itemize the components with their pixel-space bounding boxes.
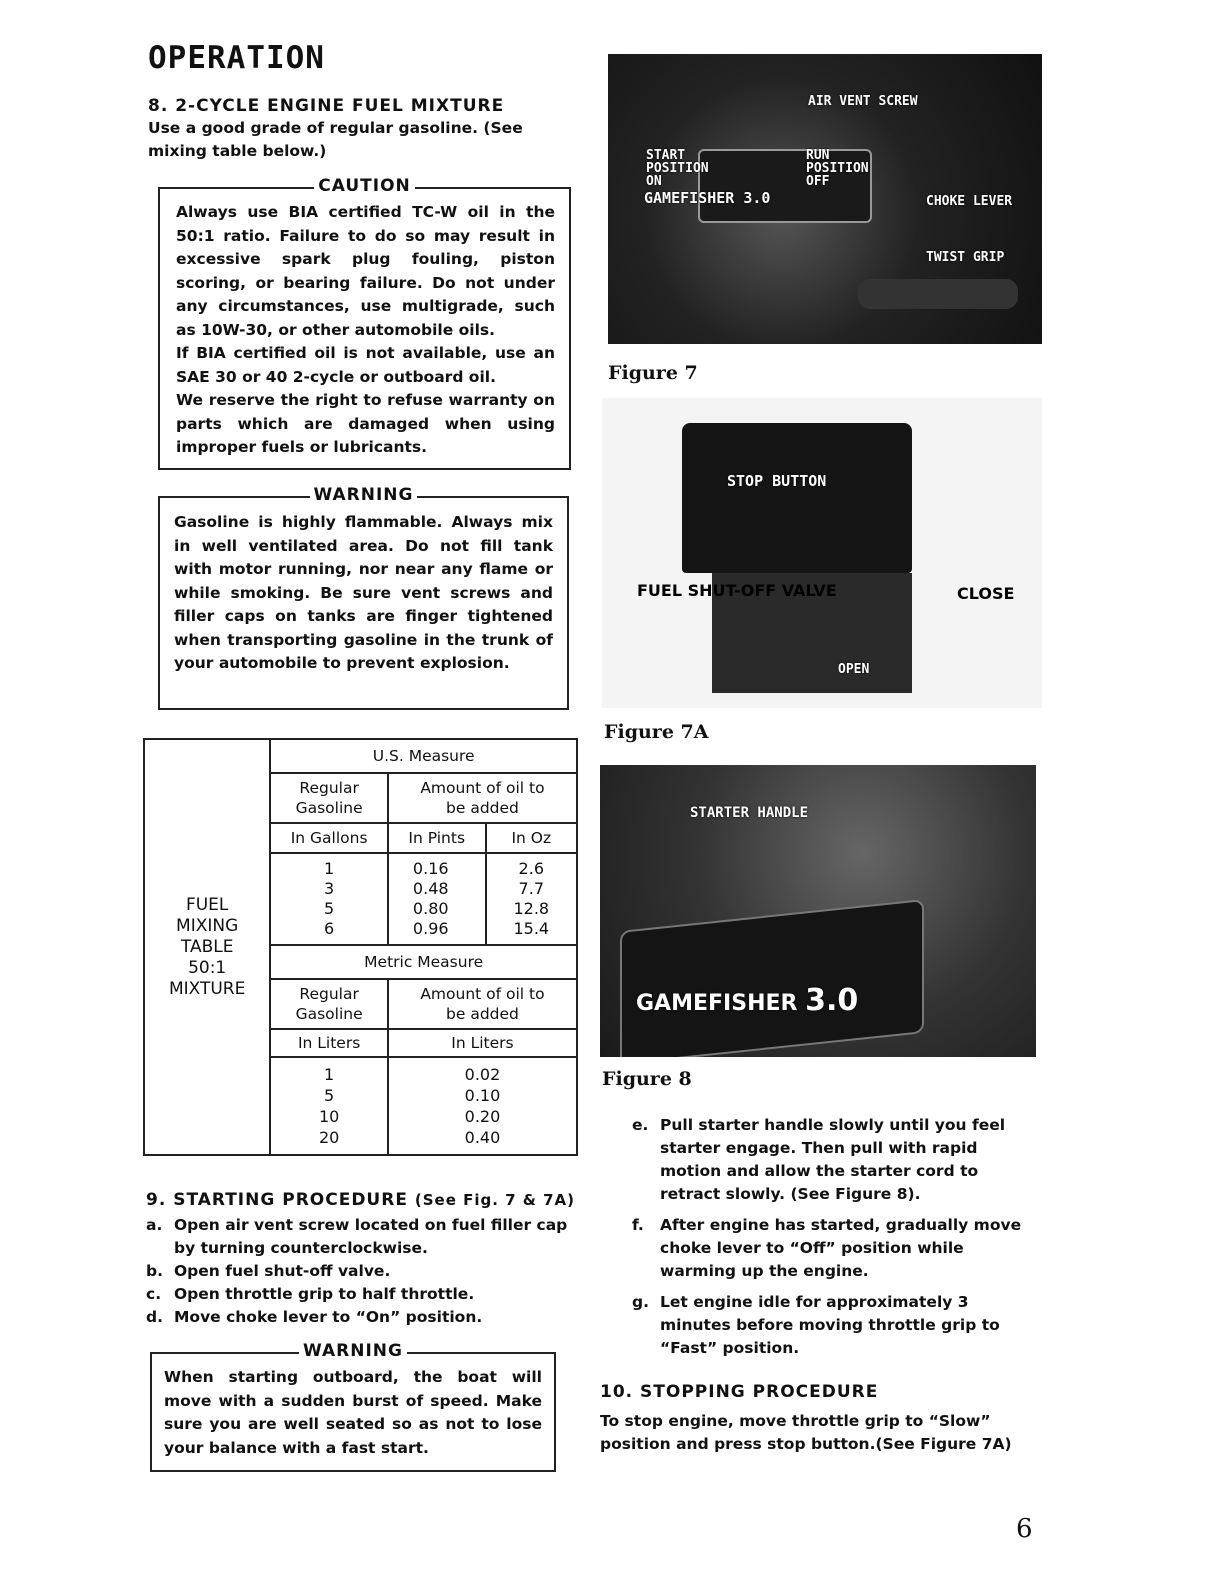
us-col-gasoline: Regular Gasoline [270,773,388,823]
starting-steps [146,1214,586,1329]
caution-text-3: We reserve the right to refuse warranty on parts which are damaged when using improper fuels or lubricants. [176,391,555,456]
page-number: 6 [1016,1514,1033,1544]
warning-text: Gasoline is highly flammable. Always mix in well ventilated area. Do not fill tank with motor running, nor near any flame or while smoking. Be sure vent screws and filler caps on tanks are finger tightened when transporting gasoline in the trunk of your automobile to prevent explosion. [174,513,553,672]
figure-7a-caption: Figure 7A [604,721,709,743]
step-d: d. Move choke lever to “On” position. [146,1308,483,1326]
starting-warning-text: When starting outboard, the boat will move with a sudden burst of speed. Make sure you are well seated so as not to lose your balance with a fast start. [164,1368,542,1457]
us-unit-gallons: In Gallons [270,823,388,853]
starting-steps-continued [632,1114,1032,1360]
label-brand-fig8: GAMEFISHER 3.0 [636,983,859,1018]
caution-text-2: If BIA certified oil is not available, use an SAE 30 or 40 2-cycle or outboard oil. [176,344,555,386]
section-10-heading: 10. STOPPING PROCEDURE [600,1382,879,1402]
warning-title: WARNING [310,485,418,505]
metric-col-gasoline: Regular Gasoline [270,979,388,1029]
metric-unit-liters: In Liters [270,1029,388,1057]
page-title: OPERATION [148,40,325,76]
figure-8-caption: Figure 8 [602,1068,692,1090]
engine-top-shape [682,423,912,573]
starting-warning-title: WARNING [299,1341,407,1361]
step-b: b. Open fuel shut-off valve. [146,1262,391,1280]
us-unit-oz: In Oz [486,823,577,853]
twist-grip-shape [858,279,1018,309]
section-9-heading: 9. STARTING PROCEDURE (See Fig. 7 & 7A) [146,1190,576,1210]
starting-warning-box [150,1341,556,1472]
metric-oil-values: 0.02 0.10 0.20 0.40 [388,1057,577,1155]
fuel-mixing-table [143,738,578,1156]
us-unit-pints: In Pints [388,823,486,853]
us-pints-values: 0.16 0.48 0.80 0.96 [388,853,486,945]
label-choke-lever: CHOKE LEVER [926,194,1013,209]
step-a: a. Open air vent screw located on fuel filler cap by turning counterclockwise. [146,1216,568,1257]
figure-8-photo [600,765,1036,1057]
label-start-position: START POSITION ON [646,148,709,189]
table-side-label: FUEL MIXING TABLE 50:1 MIXTURE [144,739,270,1155]
section-8-heading: 8. 2-CYCLE ENGINE FUEL MIXTURE [148,96,505,116]
step-g: g. Let engine idle for approximately 3 minutes before moving throttle grip to “Fast” position. [632,1293,1000,1357]
caution-title: CAUTION [314,176,415,196]
us-oz-values: 2.6 7.7 12.8 15.4 [486,853,577,945]
step-f: f. After engine has started, gradually move choke lever to “Off” position while warming up the engine. [632,1216,1022,1280]
us-measure-header: U.S. Measure [270,739,577,773]
us-col-oil: Amount of oil to be added [388,773,577,823]
metric-col-oil: Amount of oil to be added [388,979,577,1029]
label-brand-fig7: GAMEFISHER 3.0 [644,189,771,207]
metric-measure-header: Metric Measure [270,945,577,979]
label-air-vent: AIR VENT SCREW [808,94,918,109]
section-10-text: To stop engine, move throttle grip to “Slow” position and press stop button.(See Figure 7A) [600,1412,1012,1453]
metric-unit-oil-liters: In Liters [388,1029,577,1057]
step-c: c. Open throttle grip to half throttle. [146,1285,475,1303]
caution-text: Always use BIA certified TC-W oil in the 50:1 ratio. Failure to do so may result in excessive spark plug fouling, piston scoring, or bearing failure. Do not under any circumstances, use multigrade, such as 10W-30, or other automobile oils. [176,203,555,339]
label-open: OPEN [838,662,870,677]
step-e: e. Pull starter handle slowly until you feel starter engage. Then pull with rapid motion and allow the starter cord to retract slowly. (See Figure 8). [632,1116,1006,1203]
label-fuel-valve: FUEL SHUT-OFF VALVE [637,581,837,600]
label-starter-handle: STARTER HANDLE [690,805,809,821]
figure-7a-photo [602,398,1042,708]
label-close: CLOSE [957,584,1015,603]
figure-7-photo [608,54,1042,344]
engine-shroud-shape [620,899,924,1057]
us-gallons-values: 1 3 5 6 [270,853,388,945]
label-twist-grip: TWIST GRIP [926,250,1005,265]
label-run-position: RUN POSITION OFF [806,148,869,189]
label-stop-button: STOP BUTTON [727,472,827,490]
caution-box [158,176,571,470]
section-8-intro: Use a good grade of regular gasoline. (See mixing table below.) [148,119,523,160]
metric-liters-values: 1 5 10 20 [270,1057,388,1155]
warning-box [158,485,569,710]
figure-7-caption: Figure 7 [608,362,698,384]
